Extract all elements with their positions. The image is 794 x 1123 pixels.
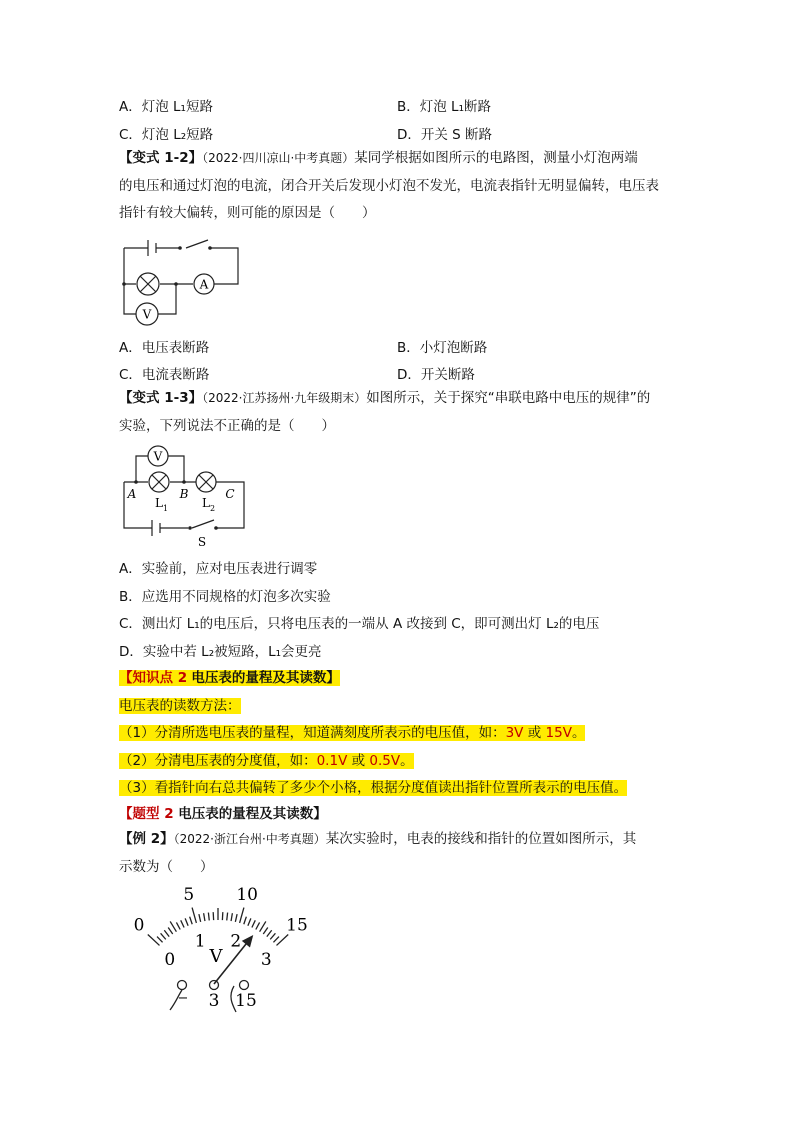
point-a-label: A (127, 487, 137, 501)
terminal-15 (240, 981, 249, 990)
inner-scale-label: 3 (260, 949, 272, 970)
scale-tick (161, 933, 166, 939)
knowledge-tag: 【知识点 2 (119, 670, 188, 686)
scale-tick (231, 913, 232, 921)
question-tag: 【例 2】 (119, 831, 174, 847)
method-title: 电压表的读数方法： (119, 698, 241, 714)
question-type-tag: 【题型 2 (119, 806, 174, 822)
question-source: （2022·江苏扬州·九年级期末） (202, 391, 367, 405)
question-type-title: 电压表的量程及其读数】 (178, 806, 327, 822)
terminal-negative (178, 981, 187, 990)
outer-scale-label: 10 (236, 885, 258, 906)
outer-scale-label: 15 (286, 915, 308, 936)
option-c: C．灯泡 L₂短路 (119, 127, 214, 143)
question-text: 实验，下列说法不正确的是（ ） (119, 417, 335, 434)
inner-scale-label: 1 (194, 931, 206, 952)
question-1-3 (119, 385, 679, 440)
scale-tick (148, 935, 160, 946)
scale-tick (240, 908, 244, 923)
outer-scale-label: 5 (183, 885, 195, 906)
scale-tick (176, 922, 180, 929)
option-b: B．灯泡 L₁断路 (397, 99, 491, 115)
knowledge-title: 电压表的量程及其读数】 (191, 670, 340, 686)
question-text: 某同学根据如图所示的电路图，测量小灯泡两端 (354, 150, 638, 166)
circuit-diagram-2 (118, 444, 248, 548)
option-d: D．实验中若 L₂被短路，L₁会更亮 (119, 644, 322, 660)
voltmeter-dial (110, 878, 330, 1018)
option-b: B．小灯泡断路 (397, 340, 488, 356)
point-c-label: C (225, 487, 235, 501)
scale-tick (185, 918, 188, 925)
terminal-3-label: 3 (208, 991, 220, 1011)
method-step-1: （1）分清所选电压表的量程，知道满刻度所表示的电压值，如：3V 或 15V。 (119, 725, 586, 741)
lamp2-label: $L_2$ (202, 496, 216, 513)
scale-tick (204, 913, 205, 921)
inner-scale-label: 0 (164, 949, 176, 970)
voltmeter-label: V (142, 307, 152, 322)
method-step-3: （3）看指针向右总共偏转了多少个小格，根据分度值读出指针位置所表示的电压值。 (119, 780, 628, 796)
scale-tick (227, 913, 228, 921)
scale-tick (252, 920, 255, 927)
terminal-negative-label: − (177, 991, 189, 1006)
option-d: D．开关 S 断路 (397, 127, 493, 143)
voltmeter-label: V (153, 449, 163, 464)
question-tag: 【变式 1-3】 (119, 390, 203, 406)
circuit-diagram-1 (118, 230, 246, 328)
scale-tick (277, 935, 289, 946)
scale-tick (270, 933, 275, 939)
lamp1-label: $L_1$ (155, 496, 169, 513)
scale-tick (192, 908, 196, 923)
scale-tick (170, 921, 176, 931)
question-source: （2022·四川凉山·中考真题） (202, 151, 355, 165)
scale-tick (168, 927, 173, 934)
question-type-heading (119, 802, 327, 822)
scale-tick (164, 930, 169, 936)
question-text: 的电压和通过灯泡的电流，闭合开关后发现小灯泡不发光，电流表指针无明显偏转，电压表 (119, 177, 659, 194)
question-text: 某次实验时，电表的接线和指针的位置如图所示，其 (325, 831, 637, 847)
point-b-label: B (179, 487, 189, 501)
question-text: 示数为（ ） (119, 858, 214, 875)
scale-tick (263, 927, 268, 934)
scale-tick (235, 914, 237, 922)
scale-tick (273, 937, 279, 943)
option-d: D．开关断路 (397, 367, 475, 383)
option-a: A．电压表断路 (119, 340, 210, 356)
scale-tick (190, 917, 193, 925)
knowledge-point-heading (119, 666, 340, 686)
question-tag: 【变式 1-2】 (119, 150, 203, 166)
option-c: C．测出灯 L₁的电压后，只将电压表的一端从 A 改接到 C，即可测出灯 L₂的电压 (119, 616, 600, 632)
method-step-2: （2）分清电压表的分度值，如：0.1V 或 0.5V。 (119, 753, 414, 769)
scale-tick (181, 920, 184, 927)
scale-tick (157, 937, 163, 943)
scale-tick (199, 914, 201, 922)
terminal-3 (210, 981, 219, 990)
question-1-2 (119, 145, 679, 228)
option-a: A．灯泡 L₁短路 (119, 99, 213, 115)
scale-tick (248, 918, 251, 925)
option-b: B．应选用不同规格的灯泡多次实验 (119, 589, 331, 605)
scale-tick (260, 921, 266, 931)
question-text: 如图所示，关于探究“串联电路中电压的规律”的 (366, 390, 651, 406)
scale-tick (244, 917, 247, 925)
option-c: C．电流表断路 (119, 367, 210, 383)
unit-label: V (209, 946, 223, 967)
scale-tick (208, 913, 209, 921)
question-text: 指针有较大偏转，则可能的原因是（ ） (119, 205, 376, 221)
scale-tick (267, 930, 272, 936)
ammeter-label: A (199, 277, 209, 292)
scale-tick (256, 922, 260, 929)
outer-scale-label: 0 (133, 915, 145, 936)
option-a: A．实验前，应对电压表进行调零 (119, 561, 318, 577)
terminal-15-label: 15 (235, 991, 257, 1011)
question-source: （2022·浙江台州·中考真题） (173, 832, 326, 846)
inner-scale-label: 2 (230, 931, 242, 952)
switch-label: S (197, 535, 207, 548)
example-2 (119, 826, 679, 881)
